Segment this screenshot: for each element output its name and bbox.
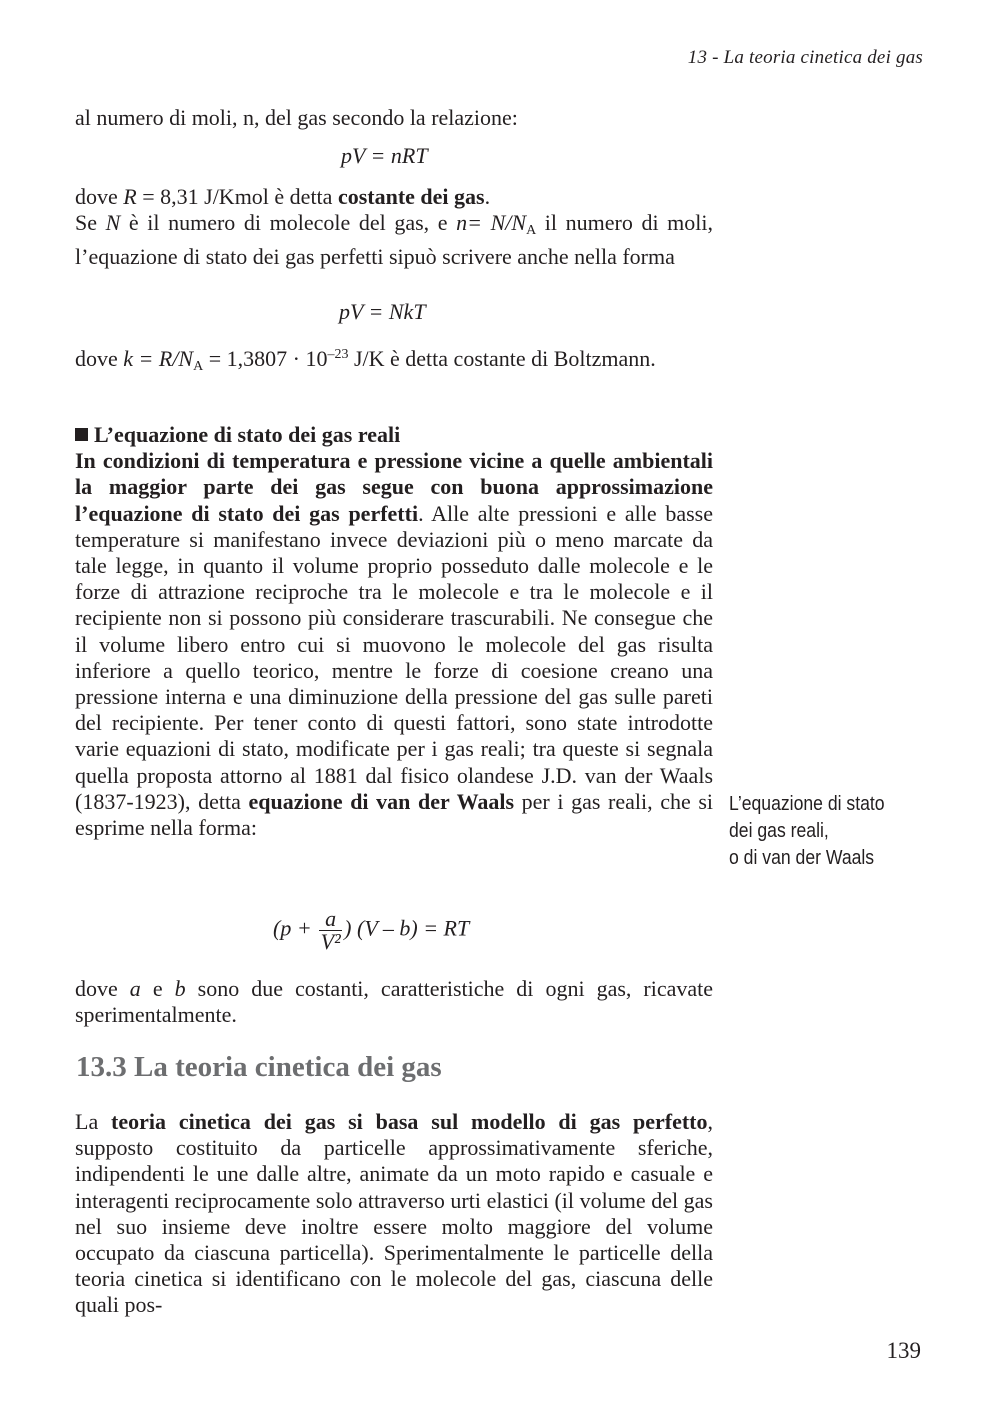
square-bullet-icon [75,428,88,441]
margin-note: L’equazione di stato dei gas reali, o di van der Waals [729,793,885,869]
paragraph-real-gases: In condizioni di temperatura e pressione vicine a quelle ambientali la maggior parte dei gas segue con buona approssimazione l’equazione di stato dei gas perfetti. Alle alte pressioni e alle basse temperature si manifestano invece deviazioni più o meno marcate da tale legge, in quanto il volume proprio posseduto dalle molecole e le forze di attrazione reciproche tra le molecole e tra le molecole e il recipiente non si possono più considerare trascurabili. Ne consegue che il volume libero entro cui si muovono le molecole del gas risulta inferiore a quello teorico, mentre le forze di coesione creano una pressione interna e una diminuzione della pressione del gas sulle pareti del recipiente. Per tener conto di questi fattori, sono state introdotte varie equazioni di stato, modificate per i gas reali; tra queste si segnala quella proposta attorno al 1881 dal fisico olandese J.D. van der Waals (1837-1923), detta equazione di van der Waals per i gas reali, che si esprime nella forma: [75,448,714,841]
subsection-title: L’equazione di stato dei gas reali [94,422,401,447]
fraction: $\frac{a}{\text{V²}}$ [320,906,341,954]
equation-ideal-gas-molecules: pV = NkT [339,299,426,324]
page-number: 139 [886,1338,921,1363]
running-header: 13 - La teoria cinetica dei gas [687,47,923,68]
paragraph-gas-constant: dove R = 8,31 J/Kmol è detta costante dei gas. Se N è il numero di molecole del gas, e $n= N/N_A$ il numero di moli, l’equazione di stato dei gas perfetti sipuò scrivere anche nella forma [75,184,714,270]
subsection-real-gases [75,422,713,841]
paragraph-constants: dove a e b sono due costanti, caratteristiche di ogni gas, ricavate sperimentalmente. [75,976,714,1028]
paragraph-boltzmann: dove $k = R/N_A = 1,3807 \cdot 10^{-23}$ J/K è detta costante di Boltzmann. [75,346,656,374]
section-title: 13.3 La teoria cinetica dei gas [76,1051,442,1083]
equation-ideal-gas-moles: pV = nRT [341,143,428,168]
paragraph-intro: al numero di moli, n, del gas secondo la relazione: [75,105,518,130]
equation-van-der-waals: (p + $\frac{a}{\text{V²}}$ ) (V – b) = RT [273,906,470,954]
paragraph-kinetic-theory: La teoria cinetica dei gas si basa sul modello di gas perfetto, supposto costituito da particelle approssimativamente sferiche, indipendenti le une dalle altre, animate da un moto rapido e casuale e interagenti reciprocamente solo attraverso urti elastici (il volume del gas nel suo insieme deve inoltre essere molto maggiore del volume occupato da ciascuna particella). Sperimentalmente le particelle della teoria cinetica si identificano con le molecole del gas, ciascuna delle quali pos- [75,1109,713,1318]
